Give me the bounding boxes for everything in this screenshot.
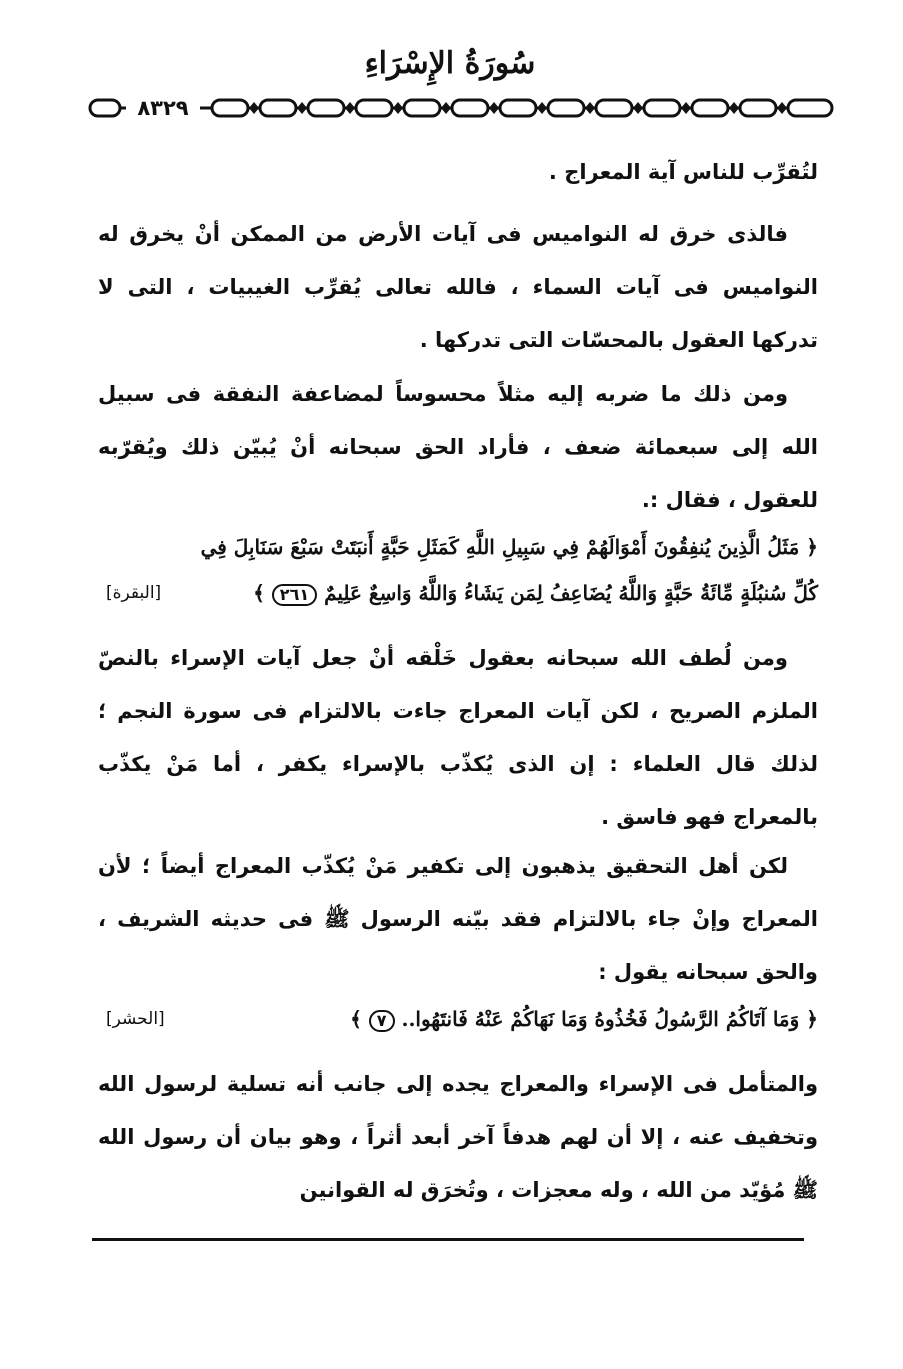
page-number: ٨٣٢٩ (126, 94, 200, 122)
surah-reference-hashr: [الحشر] (106, 1009, 165, 1029)
verse-line-2 (98, 570, 818, 616)
paragraph-3: ومن ذلك ما ضربه إليه مثلاً محسوساً لمضاعفة النفقة فى سبيل الله إلى سبعمائة ضعف ، فأراد الحق سبحانه أنْ يُبيّن ذلك ويُقرّبه للعقول ، فقال :. (98, 382, 818, 512)
verse-close-bracket: ﴾ (253, 581, 265, 605)
paragraph-6: والمتأمل فى الإسراء والمعراج يجده إلى جانب أنه تسلية لرسول الله وتخفيف عنه ، إلا أن لهم هدفاً آخر أبعد أثراً ، وهو بيان أن رسول الله ﷺ مُؤيّد من الله ، وله معجزات ، وتُخرَق له القوانين (98, 1072, 818, 1202)
paragraph-4: ومن لُطف الله سبحانه بعقول خَلْقه أنْ جعل آيات الإسراء بالنصّ الملزم الصريح ، لكن آيات المعراج جاءت بالالتزام فى سورة النجم ؛ لذلك قال العلماء : إن الذى يُكذّب بالإسراء يكفر ، أما مَنْ يكذّب بالمعراج فهو فاسق . (98, 646, 818, 829)
quran-verse-hashr (98, 996, 818, 1042)
quran-verse-baqarah (98, 524, 818, 616)
paragraph-5: لكن أهل التحقيق يذهبون إلى تكفير مَنْ يُكذّب المعراج أيضاً ؛ لأن المعراج وإنْ جاء بالالتزام فقد بيّنه الرسول ﷺ فى حديثه الشريف ، والحق سبحانه يقول : (98, 854, 818, 984)
footer-rule (92, 1238, 804, 1241)
header-chain-ornament (88, 94, 836, 122)
paragraph-1: لتُقرِّب للناس آية المعراج . (548, 160, 818, 184)
verse-2-text: ﴿ وَمَا آتَاكُمُ الرَّسُولُ فَخُذُوهُ وَمَا نَهَاكُمْ عَنْهُ فَانتَهُوا.. (401, 1007, 818, 1031)
ayah-number-badge-2: ٧ (369, 1010, 395, 1032)
verse-2-line (98, 996, 818, 1042)
verse-line-1: ﴿ مَثَلُ الَّذِينَ يُنفِقُونَ أَمْوَالَهُمْ فِي سَبِيلِ اللَّهِ كَمَثَلِ حَبَّةٍ أَنبَتَتْ سَبْعَ سَنَابِلَ فِي (200, 535, 818, 559)
paragraph-2: فالذى خرق له النواميس فى آيات الأرض من الممكن أنْ يخرق له النواميس فى آيات السماء ، فالله تعالى يُقرِّب الغيبيات ، التى لا تدركها العقول بالمحسّات التى تدركها . (98, 222, 818, 352)
surah-reference-baqarah: [البقرة] (106, 583, 162, 603)
ayah-number-badge: ٢٦١ (272, 584, 317, 606)
verse-line-2-text: كُلِّ سُنبُلَةٍ مِّائَةُ حَبَّةٍ وَاللَّهُ يُضَاعِفُ لِمَن يَشَاءُ وَاللَّهُ وَاسِعٌ عَلِيمٌ (324, 581, 818, 605)
surah-title: سُورَةُ الإِسْرَاءِ (364, 46, 536, 81)
verse-2-close-bracket: ﴾ (350, 1007, 362, 1031)
